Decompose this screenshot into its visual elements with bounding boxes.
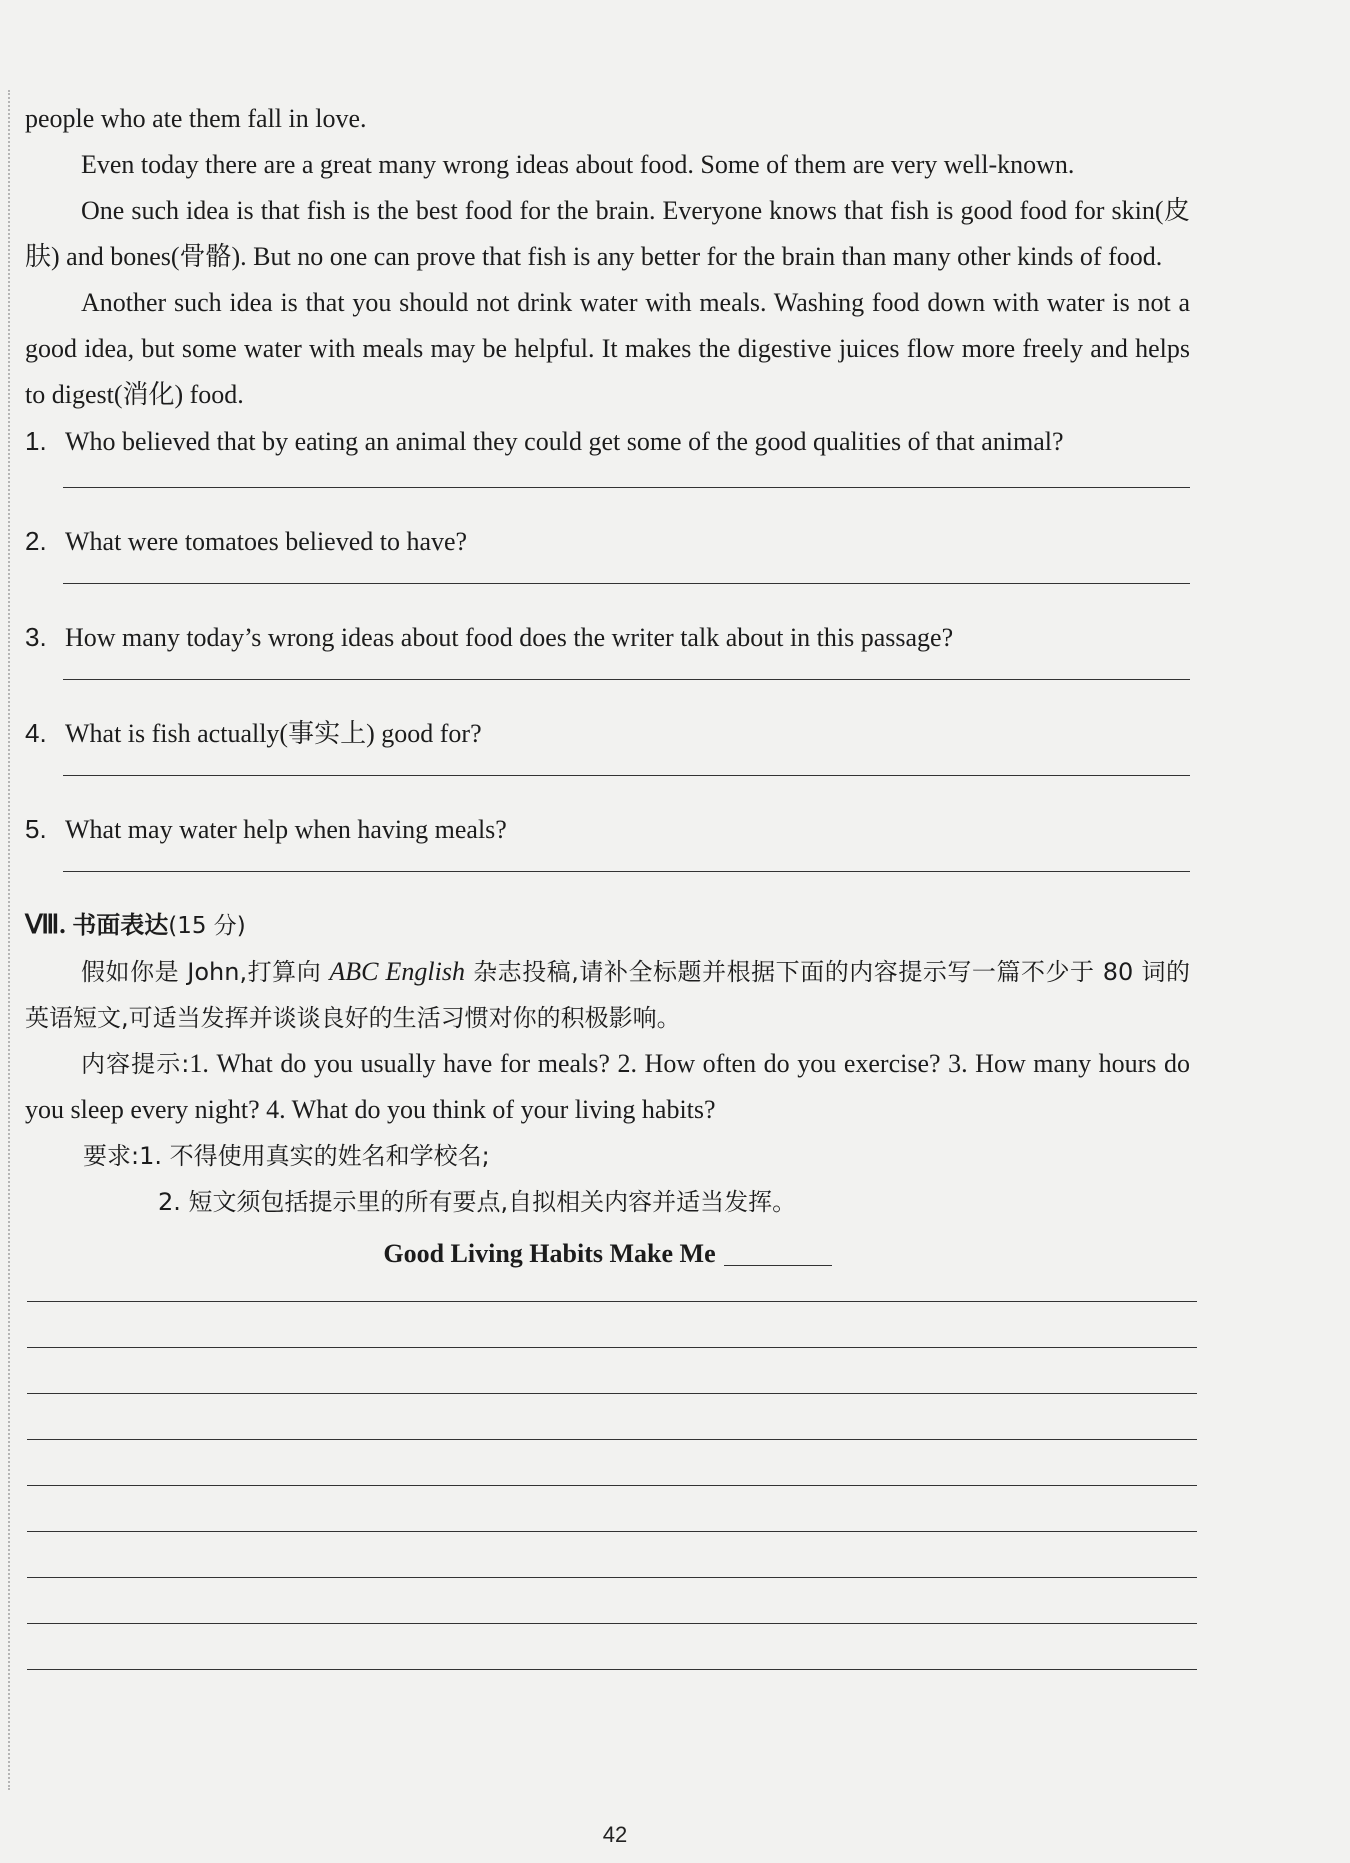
writing-line[interactable] (27, 1577, 1197, 1578)
page-number: 42 (602, 1822, 628, 1847)
question-number: 4. (25, 718, 47, 748)
section-score: (15 分) (168, 913, 246, 939)
writing-line[interactable] (27, 1393, 1197, 1394)
question-text: What were tomatoes believed to have? (65, 527, 468, 556)
question-text: What is fish actually(事实上) good for? (65, 719, 482, 748)
writing-line[interactable] (27, 1669, 1197, 1670)
passage-paragraph: One such idea is that fish is the best food for the brain. Everyone knows that fish is good food for skin(皮肤) and bones(骨骼). But no one can prove that fish is any better for the brain than many other kinds of food. (25, 196, 1190, 271)
question-text: What may water help when having meals? (65, 815, 507, 844)
question-text: Who believed that by eating an animal they could get some of the good qualities of that animal? (65, 427, 1064, 456)
hints-label: 内容提示: (81, 1050, 190, 1078)
writing-hints (25, 1041, 1190, 1133)
answer-line-5[interactable] (63, 871, 1190, 872)
answer-line-2[interactable] (63, 583, 1190, 584)
writing-line[interactable] (27, 1531, 1197, 1532)
title-blank[interactable] (724, 1239, 832, 1266)
requirement-text: 1. 不得使用真实的姓名和学校名; (139, 1142, 490, 1170)
question-number: 2. (25, 526, 47, 556)
question-list (25, 418, 1190, 872)
instruction-text: 杂志投稿,请补全标题并根据下面的内容提示写一篇不少于 80 词的英语短文,可适当发挥并谈谈良好的生活习惯对你的积极影响。 (25, 958, 1190, 1032)
question-3 (25, 614, 1190, 661)
section-number: Ⅷ. (25, 910, 66, 939)
writing-section-heading (25, 902, 1190, 949)
requirement-1 (25, 1133, 1190, 1179)
writing-instruction (25, 949, 1190, 1041)
question-number: 3. (25, 622, 47, 652)
requirement-2 (25, 1179, 1190, 1225)
writing-area (25, 1301, 1190, 1670)
question-4 (25, 710, 1190, 757)
question-1 (25, 418, 1190, 465)
essay-title-text: Good Living Habits Make Me (383, 1239, 716, 1268)
requirement-text: 2. 短文须包括提示里的所有要点,自拟相关内容并适当发挥。 (158, 1188, 797, 1216)
answer-line-4[interactable] (63, 775, 1190, 776)
question-number: 5. (25, 814, 47, 844)
passage-paragraph: Even today there are a great many wrong ideas about food. Some of them are very well-known. (81, 150, 1075, 179)
writing-line[interactable] (27, 1485, 1197, 1486)
answer-line-1[interactable] (63, 487, 1190, 488)
question-5 (25, 806, 1190, 853)
writing-line[interactable] (27, 1439, 1197, 1440)
instruction-text: 假如你是 John,打算向 (81, 958, 330, 986)
binding-margin (8, 90, 10, 1790)
passage-paragraph: Another such idea is that you should not drink water with meals. Washing food down with water is not a good idea, but some water with meals may be helpful. It makes the digestive juices flow more freely and helps to digest(消化) food. (25, 288, 1190, 409)
question-2 (25, 518, 1190, 565)
question-number: 1. (25, 426, 47, 456)
passage-line: people who ate them fall in love. (25, 104, 367, 133)
essay-title (25, 1231, 1190, 1277)
section-title: 书面表达 (72, 911, 169, 939)
page-content (25, 96, 1190, 1715)
requirement-label: 要求: (83, 1142, 140, 1170)
writing-line[interactable] (27, 1347, 1197, 1348)
writing-line[interactable] (27, 1623, 1197, 1624)
question-text: How many today’s wrong ideas about food does the writer talk about in this passage? (65, 623, 954, 652)
magazine-name: ABC English (329, 957, 465, 986)
answer-line-3[interactable] (63, 679, 1190, 680)
hints-text: 1. What do you usually have for meals? 2. How often do you exercise? 3. How many hours do you sleep every night? 4. What do you think of your living habits? (25, 1049, 1190, 1124)
writing-line[interactable] (27, 1301, 1197, 1302)
